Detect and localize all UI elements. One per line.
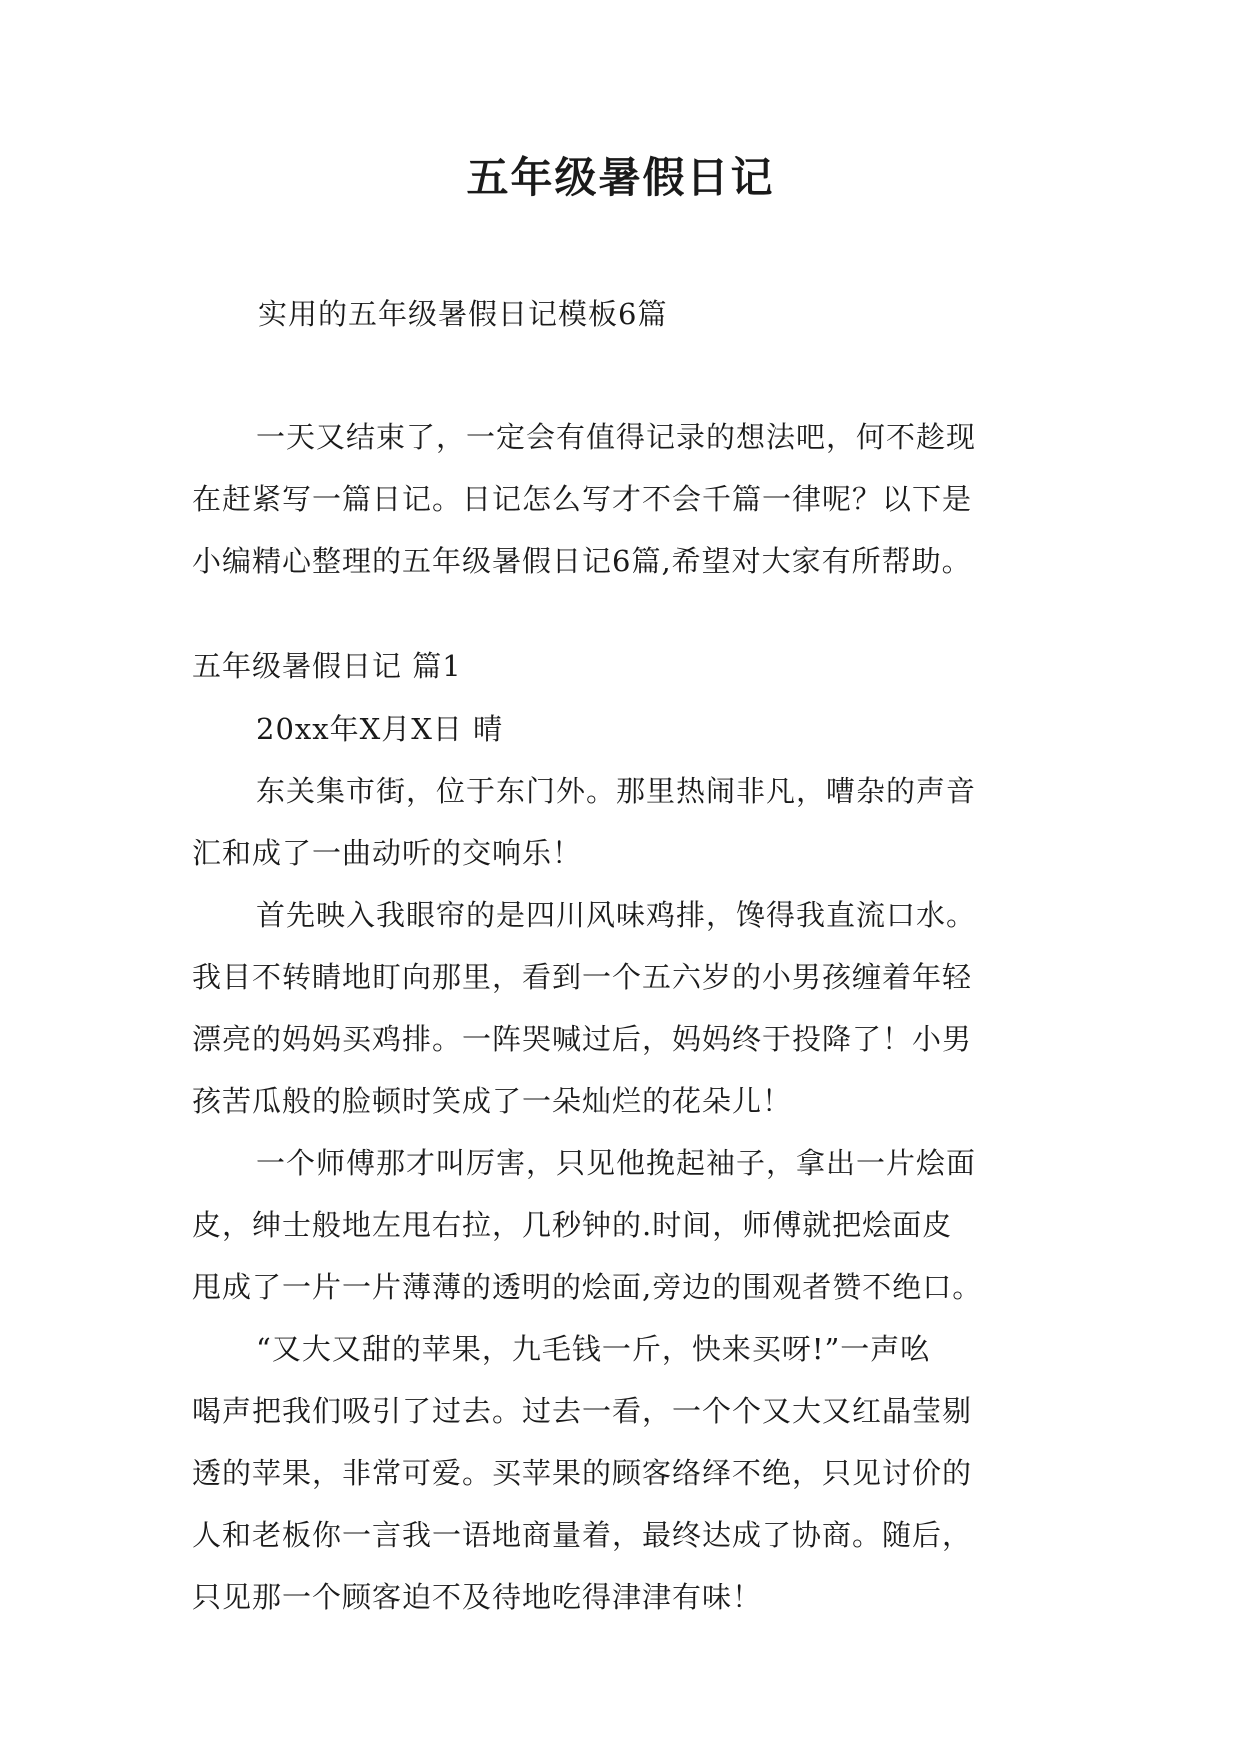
body-line: 我目不转睛地盯向那里，看到一个五六岁的小男孩缠着年轻 [192,960,973,994]
body-line: 人和老板你一言我一语地商量着，最终达成了协商。随后， [192,1518,973,1552]
body-line: 一个师傅那才叫厉害，只见他挽起袖子，拿出一片烩面 [256,1146,977,1180]
body-line: 孩苦瓜般的脸顿时笑成了一朵灿烂的花朵儿！ [192,1084,793,1118]
body-line: 只见那一个顾客迫不及待地吃得津津有味！ [192,1580,763,1614]
intro-line: 在赶紧写一篇日记。日记怎么写才不会千篇一律呢？以下是 [192,482,973,516]
intro-paragraph [192,406,1062,592]
body-line: 漂亮的妈妈买鸡排。一阵哭喊过后，妈妈终于投降了！小男 [192,1022,973,1056]
page-title: 五年级暑假日记 [466,153,775,202]
body-line: 东关集市街，位于东门外。那里热闹非凡，嘈杂的声音 [256,774,977,808]
body-line: 首先映入我眼帘的是四川风味鸡排，馋得我直流口水。 [256,898,977,932]
body-line: 皮，绅士般地左甩右拉，几秒钟的.时间，师傅就把烩面皮 [192,1208,953,1242]
body-line: 透的苹果，非常可爱。买苹果的顾客络绎不绝，只见讨价的 [192,1456,973,1490]
body-line: 20xx年X月X日 晴 [256,712,504,746]
body-line: 喝声把我们吸引了过去。过去一看，一个个又大又红晶莹剔 [192,1394,973,1428]
section-heading: 五年级暑假日记 篇1 [192,649,462,683]
body-line: “又大又甜的苹果，九毛钱一斤，快来买呀!”一声吆 [256,1332,931,1366]
body-line: 汇和成了一曲动听的交响乐！ [192,836,583,870]
body-line: 甩成了一片一片薄薄的透明的烩面,旁边的围观者赞不绝口。 [192,1270,983,1304]
intro-line: 一天又结束了，一定会有值得记录的想法吧，何不趁现 [256,420,977,454]
document-subtitle: 实用的五年级暑假日记模板6篇 [258,297,668,331]
intro-line: 小编精心整理的五年级暑假日记6篇,希望对大家有所帮助。 [192,544,972,578]
diary-body [192,698,1082,1628]
